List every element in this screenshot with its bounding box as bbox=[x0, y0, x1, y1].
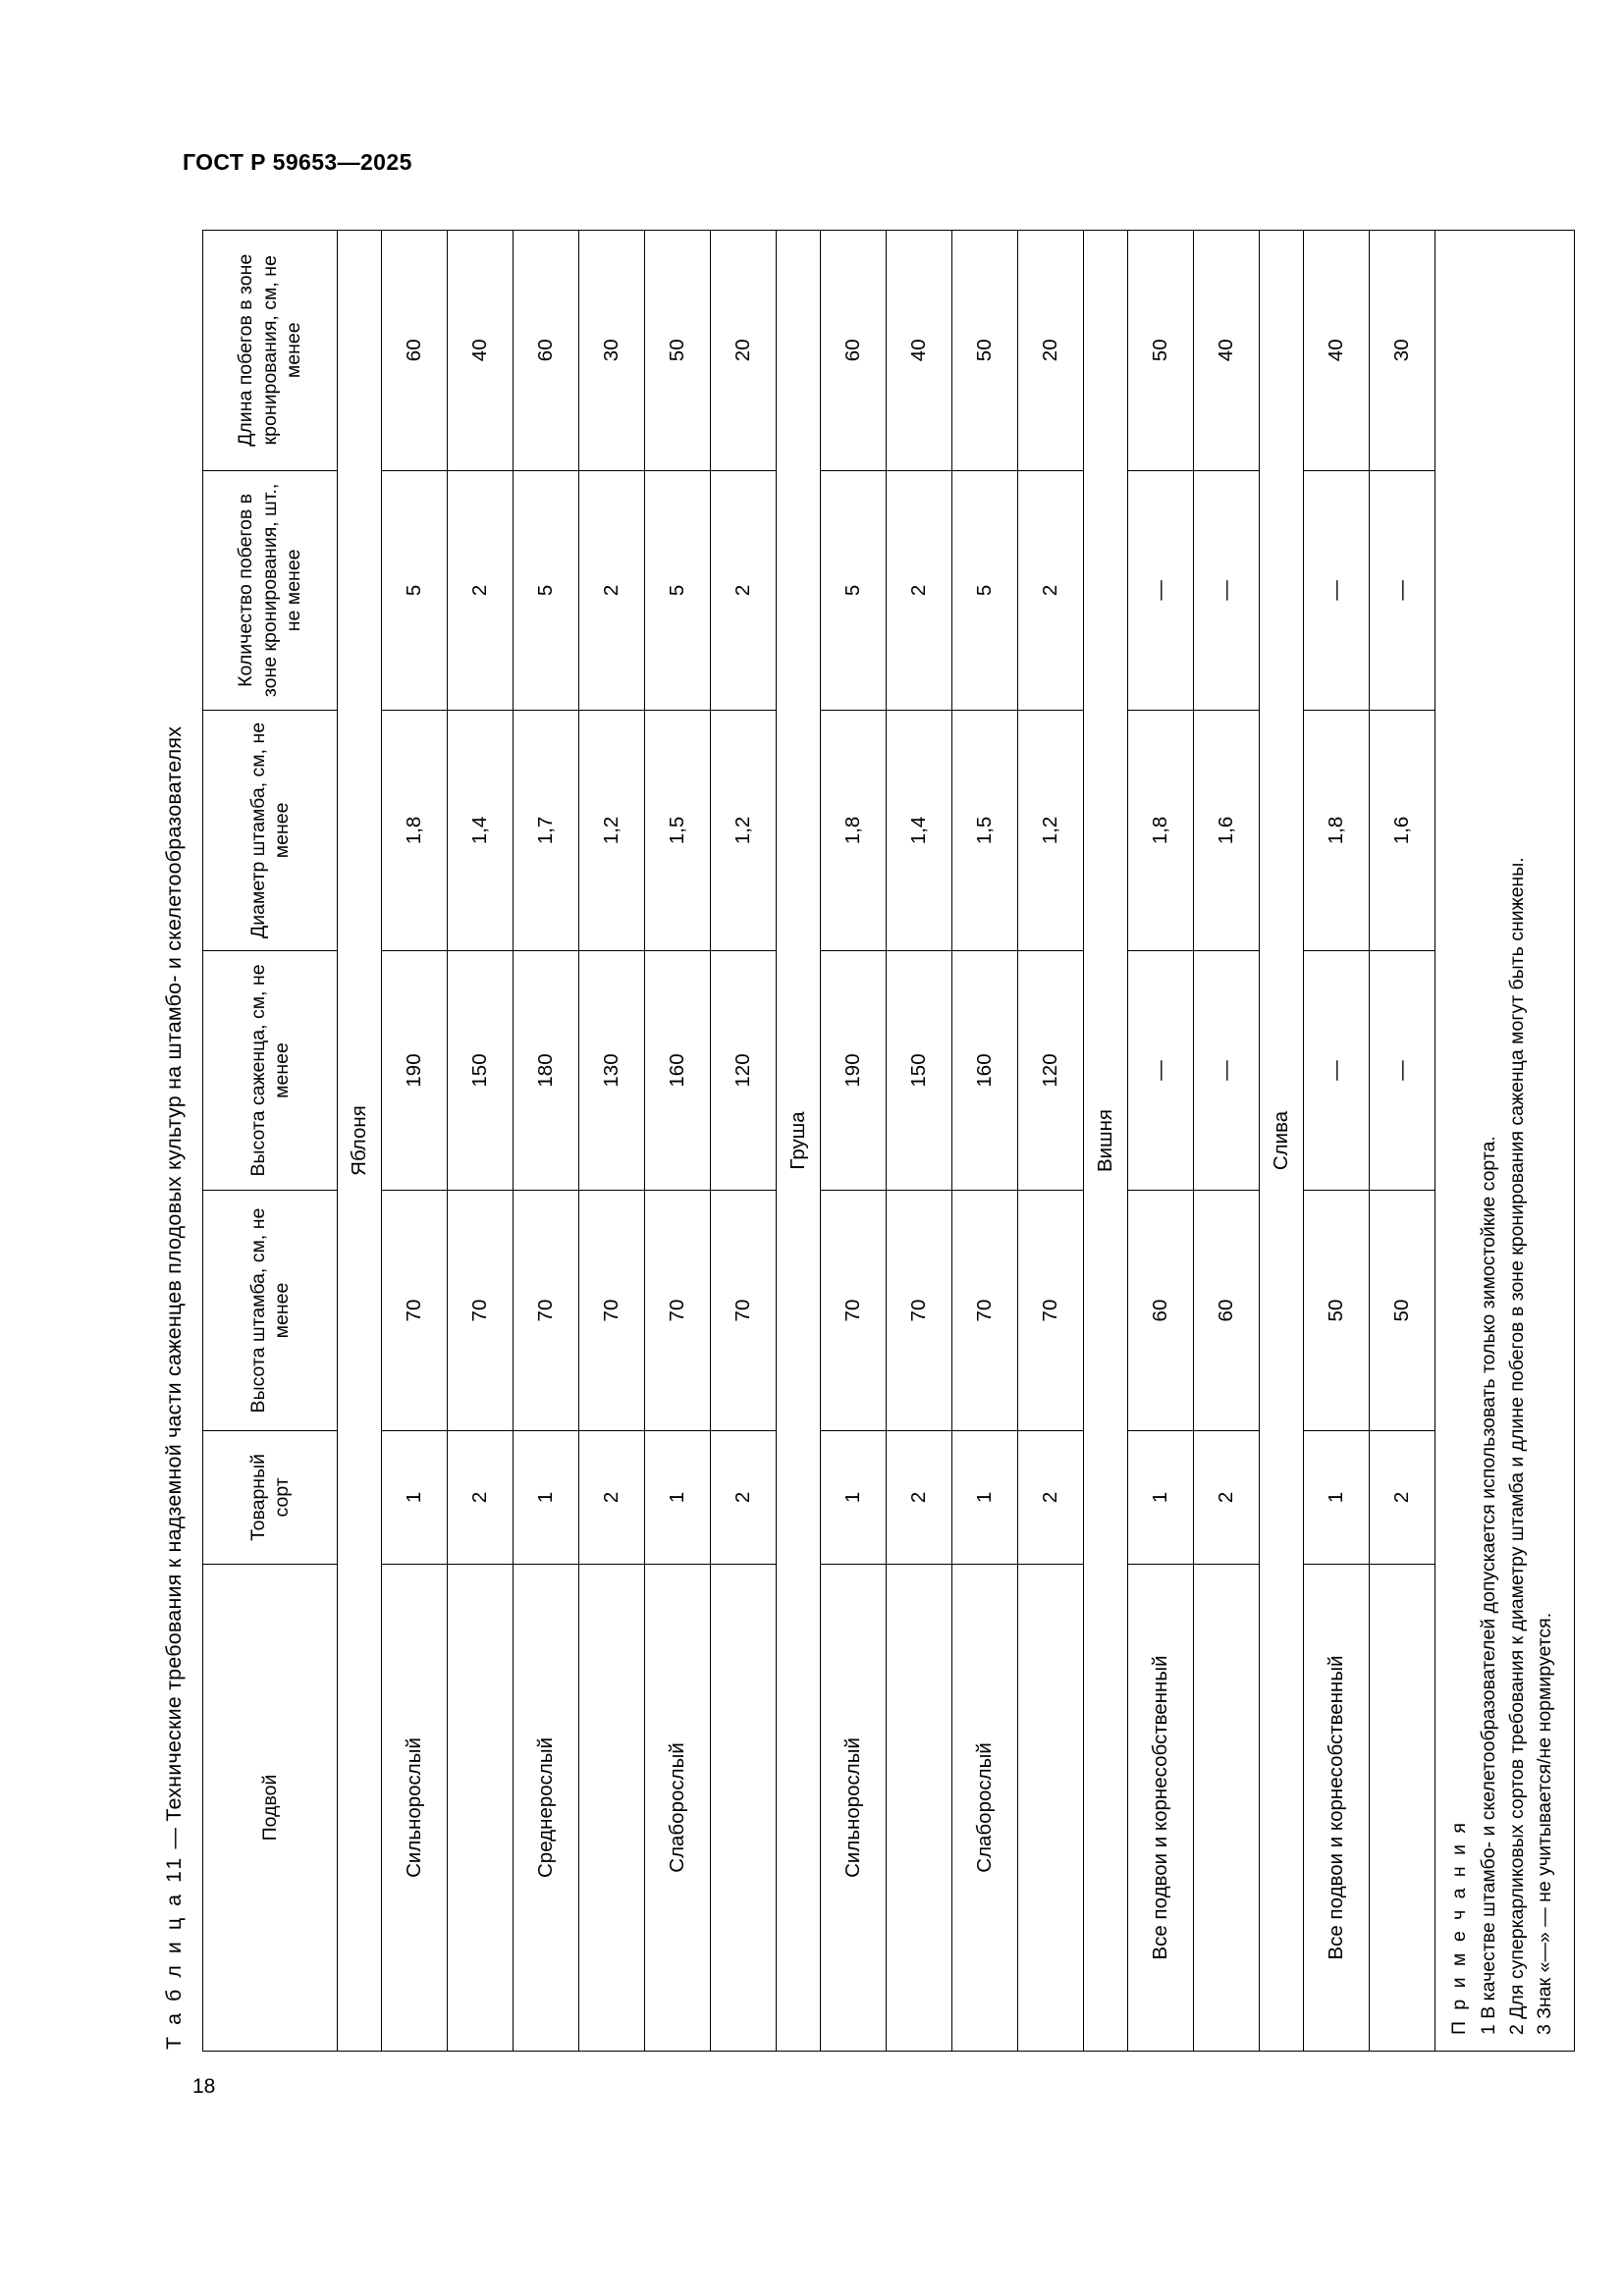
cell-stem-diameter: 1,7 bbox=[514, 711, 579, 951]
table-row bbox=[1370, 231, 1435, 2052]
col-header-grade: Товарный сорт bbox=[203, 1430, 338, 1564]
cell-plant-height: 190 bbox=[382, 950, 448, 1191]
group-row bbox=[1260, 231, 1304, 2052]
cell-stem-height: 70 bbox=[514, 1191, 579, 1431]
note-item-1: 1 В качестве штамбо- и скелетообразователей допускается использовать только зимостойкие сорта. bbox=[1478, 1136, 1500, 2035]
cell-stem-height: 60 bbox=[1194, 1191, 1260, 1431]
cell-stem-diameter: 1,2 bbox=[1018, 711, 1084, 951]
notes-title: П р и м е ч а н и я bbox=[1448, 1820, 1470, 2035]
cell-grade: 1 bbox=[1304, 1430, 1370, 1564]
cell-shoot-count: 5 bbox=[645, 470, 711, 711]
table-caption bbox=[162, 206, 187, 2050]
cell-rootstock bbox=[448, 1564, 514, 2051]
cell-grade: 1 bbox=[821, 1430, 887, 1564]
cell-plant-height: 150 bbox=[448, 950, 514, 1191]
cell-plant-height: 160 bbox=[952, 950, 1018, 1191]
cell-grade: 1 bbox=[382, 1430, 448, 1564]
cell-plant-height: 130 bbox=[579, 950, 645, 1191]
table-caption-text: — Технические требования к надземной части саженцев плодовых культур на штамбо- и скелетообразователях bbox=[162, 725, 186, 1855]
cell-plant-height: — bbox=[1370, 950, 1435, 1191]
cell-shoot-count: — bbox=[1194, 470, 1260, 711]
table-row bbox=[1128, 231, 1194, 2052]
requirements-table bbox=[202, 230, 1435, 2052]
cell-shoot-length: 60 bbox=[382, 231, 448, 471]
cell-stem-diameter: 1,5 bbox=[645, 711, 711, 951]
table-body bbox=[338, 231, 1435, 2052]
table-row bbox=[1194, 231, 1260, 2052]
rotated-content bbox=[162, 206, 1555, 2052]
table-row bbox=[952, 231, 1018, 2052]
group-row bbox=[1084, 231, 1128, 2052]
cell-stem-height: 70 bbox=[579, 1191, 645, 1431]
group-row bbox=[777, 231, 821, 2052]
table-caption-prefix: Т а б л и ц а 11 bbox=[162, 1854, 186, 2050]
cell-shoot-count: 2 bbox=[1018, 470, 1084, 711]
cell-stem-height: 50 bbox=[1370, 1191, 1435, 1431]
cell-stem-diameter: 1,8 bbox=[1128, 711, 1194, 951]
cell-shoot-count: 2 bbox=[448, 470, 514, 711]
cell-plant-height: — bbox=[1304, 950, 1370, 1191]
cell-stem-height: 70 bbox=[645, 1191, 711, 1431]
cell-stem-height: 70 bbox=[1018, 1191, 1084, 1431]
cell-shoot-length: 40 bbox=[1304, 231, 1370, 471]
note-item-3: 3 Знак «—» — не учитывается/не нормируется. bbox=[1533, 1612, 1555, 2035]
cell-shoot-length: 20 bbox=[1018, 231, 1084, 471]
cell-rootstock bbox=[1018, 1564, 1084, 2051]
cell-grade: 2 bbox=[887, 1430, 952, 1564]
cell-rootstock: Слаборослый bbox=[645, 1564, 711, 2051]
cell-stem-diameter: 1,2 bbox=[711, 711, 777, 951]
cell-stem-diameter: 1,4 bbox=[887, 711, 952, 951]
cell-shoot-count: — bbox=[1128, 470, 1194, 711]
cell-shoot-length: 60 bbox=[821, 231, 887, 471]
page-header: ГОСТ Р 59653—2025 bbox=[183, 149, 412, 175]
cell-shoot-length: 50 bbox=[1128, 231, 1194, 471]
group-label-plum: Слива bbox=[1260, 231, 1304, 2052]
col-header-stem-height: Высота штамба, см, не менее bbox=[203, 1191, 338, 1431]
table-row bbox=[645, 231, 711, 2052]
cell-plant-height: — bbox=[1194, 950, 1260, 1191]
cell-shoot-length: 30 bbox=[579, 231, 645, 471]
group-row bbox=[338, 231, 382, 2052]
cell-rootstock: Слаборослый bbox=[952, 1564, 1018, 2051]
cell-rootstock bbox=[1370, 1564, 1435, 2051]
cell-shoot-length: 40 bbox=[1194, 231, 1260, 471]
cell-plant-height: 180 bbox=[514, 950, 579, 1191]
cell-grade: 1 bbox=[514, 1430, 579, 1564]
cell-plant-height: 120 bbox=[711, 950, 777, 1191]
note-item-2: 2 Для суперкарликовых сортов требования к диаметру штамба и длине побегов в зоне кронирования саженца могут быть снижены. bbox=[1505, 857, 1528, 2035]
cell-stem-height: 70 bbox=[448, 1191, 514, 1431]
col-header-shoot-count: Количество побегов в зоне кронирования, шт., не менее bbox=[203, 470, 338, 711]
table-row bbox=[579, 231, 645, 2052]
cell-stem-height: 70 bbox=[952, 1191, 1018, 1431]
col-header-shoot-length: Длина побегов в зоне кронирования, см, не менее bbox=[203, 231, 338, 471]
cell-plant-height: 190 bbox=[821, 950, 887, 1191]
cell-grade: 1 bbox=[952, 1430, 1018, 1564]
table-row bbox=[448, 231, 514, 2052]
cell-shoot-count: — bbox=[1370, 470, 1435, 711]
table-row bbox=[1018, 231, 1084, 2052]
cell-grade: 2 bbox=[579, 1430, 645, 1564]
table-row bbox=[382, 231, 448, 2052]
cell-stem-height: 70 bbox=[382, 1191, 448, 1431]
table-row bbox=[821, 231, 887, 2052]
cell-shoot-count: 2 bbox=[887, 470, 952, 711]
group-label-cherry: Вишня bbox=[1084, 231, 1128, 2052]
cell-rootstock bbox=[1194, 1564, 1260, 2051]
cell-shoot-count: — bbox=[1304, 470, 1370, 711]
cell-shoot-length: 20 bbox=[711, 231, 777, 471]
cell-grade: 2 bbox=[1194, 1430, 1260, 1564]
cell-stem-height: 70 bbox=[887, 1191, 952, 1431]
cell-shoot-length: 40 bbox=[448, 231, 514, 471]
cell-rootstock: Все подвои и корнесобственный bbox=[1128, 1564, 1194, 2051]
cell-stem-diameter: 1,6 bbox=[1370, 711, 1435, 951]
header-row bbox=[203, 231, 338, 2052]
cell-stem-height: 70 bbox=[711, 1191, 777, 1431]
cell-rootstock: Сильнорослый bbox=[382, 1564, 448, 2051]
cell-shoot-count: 2 bbox=[579, 470, 645, 711]
cell-stem-diameter: 1,2 bbox=[579, 711, 645, 951]
cell-stem-diameter: 1,8 bbox=[382, 711, 448, 951]
cell-shoot-length: 50 bbox=[645, 231, 711, 471]
cell-shoot-count: 2 bbox=[711, 470, 777, 711]
cell-stem-diameter: 1,6 bbox=[1194, 711, 1260, 951]
cell-grade: 2 bbox=[1018, 1430, 1084, 1564]
cell-stem-diameter: 1,8 bbox=[821, 711, 887, 951]
cell-rootstock: Сильнорослый bbox=[821, 1564, 887, 2051]
cell-plant-height: — bbox=[1128, 950, 1194, 1191]
cell-plant-height: 120 bbox=[1018, 950, 1084, 1191]
cell-plant-height: 150 bbox=[887, 950, 952, 1191]
cell-shoot-length: 50 bbox=[952, 231, 1018, 471]
table-head bbox=[203, 231, 338, 2052]
cell-rootstock: Среднерослый bbox=[514, 1564, 579, 2051]
table-row bbox=[711, 231, 777, 2052]
cell-stem-height: 70 bbox=[821, 1191, 887, 1431]
cell-grade: 1 bbox=[1128, 1430, 1194, 1564]
page-number: 18 bbox=[192, 2075, 216, 2098]
cell-grade: 2 bbox=[711, 1430, 777, 1564]
col-header-plant-height: Высота саженца, см, не менее bbox=[203, 950, 338, 1191]
cell-stem-height: 60 bbox=[1128, 1191, 1194, 1431]
col-header-stem-diameter: Диаметр штамба, см, не менее bbox=[203, 711, 338, 951]
col-header-rootstock: Подвой bbox=[203, 1564, 338, 2051]
table-row bbox=[887, 231, 952, 2052]
cell-rootstock bbox=[579, 1564, 645, 2051]
group-label-apple: Яблоня bbox=[338, 231, 382, 2052]
cell-shoot-length: 40 bbox=[887, 231, 952, 471]
cell-stem-diameter: 1,5 bbox=[952, 711, 1018, 951]
table-row bbox=[514, 231, 579, 2052]
cell-grade: 2 bbox=[448, 1430, 514, 1564]
cell-stem-height: 50 bbox=[1304, 1191, 1370, 1431]
cell-grade: 1 bbox=[645, 1430, 711, 1564]
cell-shoot-count: 5 bbox=[952, 470, 1018, 711]
cell-shoot-length: 60 bbox=[514, 231, 579, 471]
cell-shoot-count: 5 bbox=[382, 470, 448, 711]
group-label-pear: Груша bbox=[777, 231, 821, 2052]
table-row bbox=[1304, 231, 1370, 2052]
cell-rootstock bbox=[711, 1564, 777, 2051]
cell-stem-diameter: 1,8 bbox=[1304, 711, 1370, 951]
cell-rootstock bbox=[887, 1564, 952, 2051]
cell-stem-diameter: 1,4 bbox=[448, 711, 514, 951]
table-notes bbox=[1435, 230, 1575, 2052]
cell-plant-height: 160 bbox=[645, 950, 711, 1191]
cell-shoot-count: 5 bbox=[821, 470, 887, 711]
cell-shoot-count: 5 bbox=[514, 470, 579, 711]
cell-shoot-length: 30 bbox=[1370, 231, 1435, 471]
cell-grade: 2 bbox=[1370, 1430, 1435, 1564]
cell-rootstock: Все подвои и корнесобственный bbox=[1304, 1564, 1370, 2051]
